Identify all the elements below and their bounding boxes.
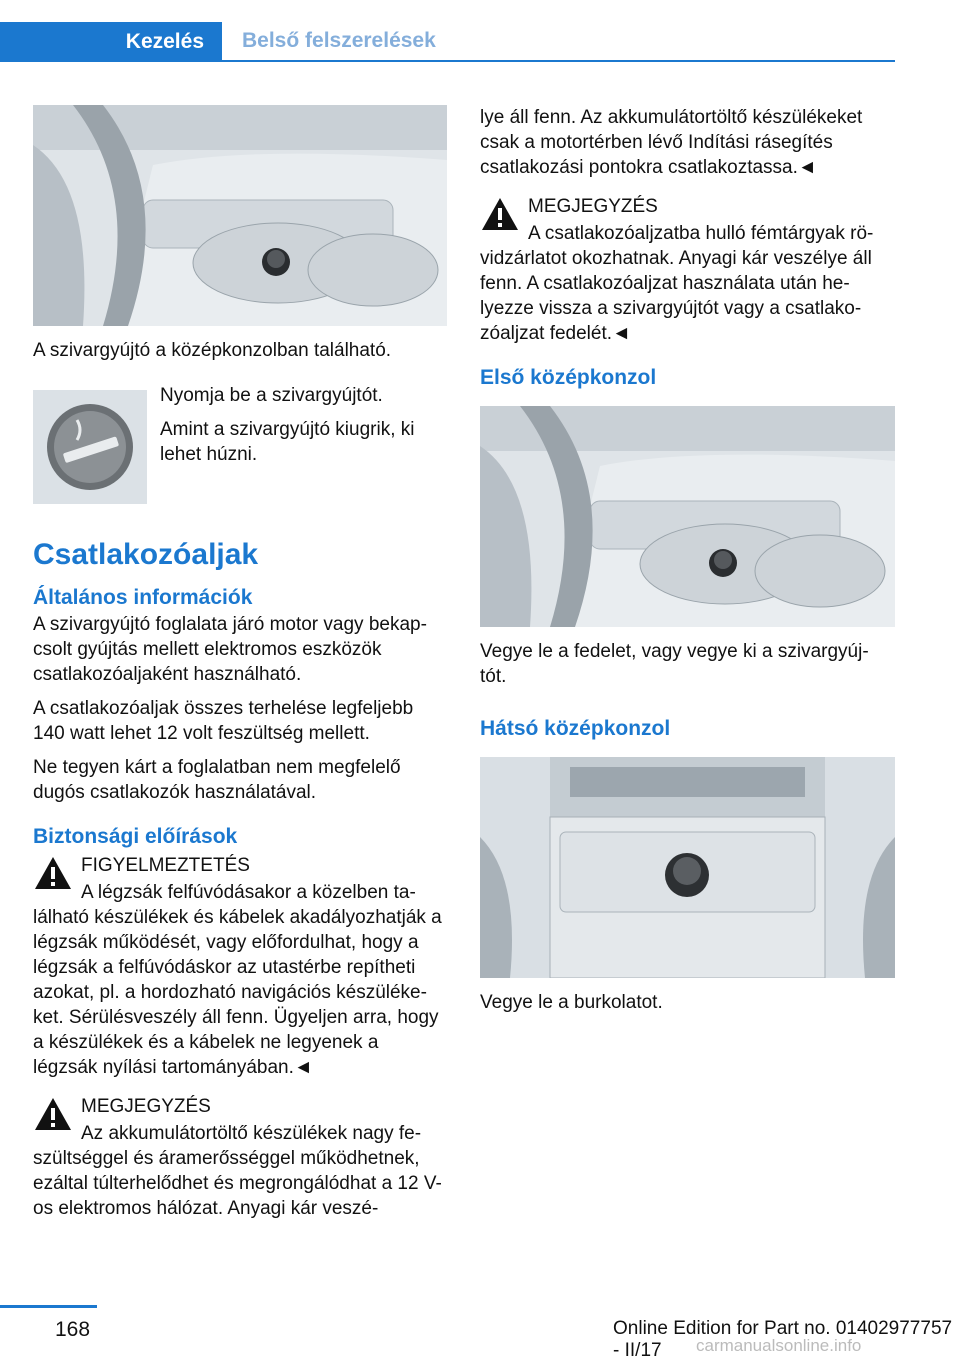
caption-lighter-location: A szivargyújtó a középkonzolban található. [33,340,392,361]
subheading-front-console: Első középkonzol [480,366,657,389]
watermark: carmanualsonline.info [696,1336,862,1355]
note-triangle-icon-2 [480,196,520,232]
tab-belso-felszerelesek[interactable]: Belső felszerelések [242,29,436,52]
lighter-button-photo [33,390,147,504]
rear-console-photo [480,757,895,978]
warning-block [33,853,447,1080]
note-title-1: MEGJEGYZÉS [81,1096,211,1117]
note-title-2: MEGJEGYZÉS [528,196,658,217]
header-rule [222,60,895,62]
caption-front-console: Vegye le a fedelet, vagy vegye ki a szivargyúj-tót. [480,641,869,687]
console-lighter-photo [33,105,447,326]
footer-rule [0,1305,97,1308]
note-block-1 [33,1094,447,1221]
lighter-block [33,383,447,533]
warning-title: FIGYELMEZTETÉS [81,855,250,876]
section-title: Csatlakozóaljak [33,538,259,571]
edition-info: Online Edition for Part no. 01402977757 - II/17 [613,1318,953,1361]
paragraph-1: A szivargyújtó foglalata járó motor vagy bekap-csolt gyújtás mellett elektromos eszközök csatlakozóaljaként használható. [33,614,427,685]
warning-triangle-icon [33,855,73,891]
subheading-general: Általános információk [33,586,253,609]
note-body-2: A csatlakozóaljzatba hulló fémtárgyak rö-vidzárlatot okozhatnak. Anyagi kár veszélye áll fenn. A csatlakozóaljzat használata után he-lyezze vissza a szivargyújtót vagy a csatlako-zóaljzat fedelét.◄ [480,223,874,344]
paragraph-2: A csatlakozóaljak összes terhelése legfeljebb 140 watt lehet 12 volt feszültség mellett. [33,698,414,744]
lighter-instruction-1: Nyomja be a szivargyújtót. [160,385,383,406]
page-number: 168 [55,1318,91,1341]
front-console-photo [480,406,895,627]
subheading-rear-console: Hátsó középkonzol [480,717,671,740]
note-body-1: Az akkumulátortöltő készülékek nagy fe-szültséggel és áramerősséggel működhetnek, ezáltal túlterhelődhet és megrongálódhat a 12 V-os elektromos hálózat. Anyagi kár veszé- [33,1123,442,1219]
header-tabs [0,22,895,62]
subheading-safety: Biztonsági előírások [33,825,238,848]
paragraph-3: Ne tegyen kárt a foglalatban nem megfelelő dugós csatlakozók használatával. [33,757,401,803]
note-block-2 [480,194,895,346]
right-column [480,105,895,1024]
lighter-instruction-2: Amint a szivargyújtó kiugrik, ki lehet húzni. [160,419,415,465]
note-triangle-icon [33,1096,73,1132]
warning-body: A légzsák felfúvódásakor a közelben ta-lálható készülékek és kábelek akadályozhatják a légzsák működését, vagy előfordulhat, hogy a légzsák a felfúvódáskor az utastérbe repítheti azokat, pl. a hordozható navigációs készüléke-ket. Sérülésveszély áll fenn. Ügyeljen arra, hogy a készülékek és a kábelek ne legyenek a légzsák nyílási tartományában.◄ [33,882,442,1078]
left-column [33,105,447,1230]
tab-kezeles[interactable]: Kezelés [0,22,222,62]
caption-rear-console: Vegye le a burkolatot. [480,992,663,1013]
continued-text: lye áll fenn. Az akkumulátortöltő készülékeket csak a motortérben lévő Indítási rásegítés csatlakozási pontokra csatlakoztassa.◄ [480,107,863,178]
